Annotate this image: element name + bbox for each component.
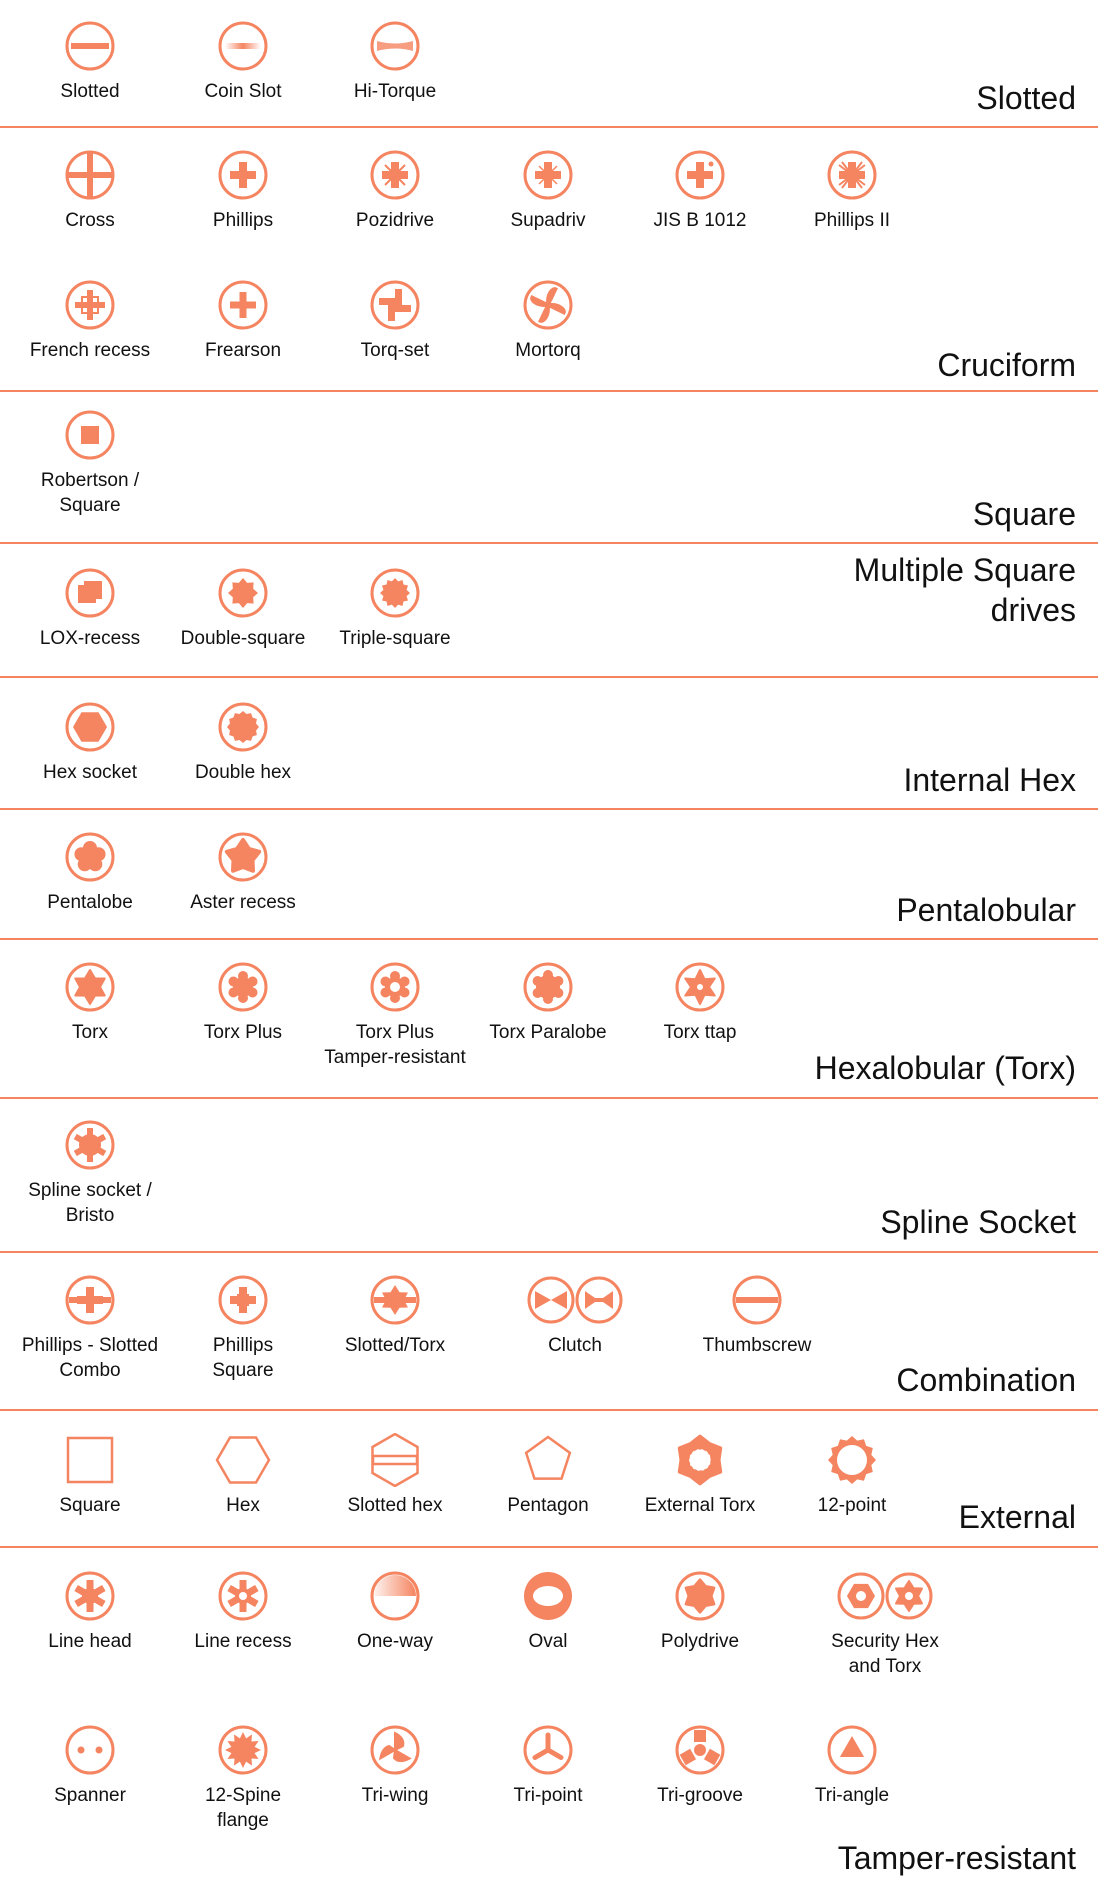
drive-type-item [168,700,318,785]
drive-type-label: Torq-set [360,340,430,361]
tri-groove-icon [625,1723,775,1777]
mortorq-icon [473,278,623,332]
slotted-torx-icon [320,1273,470,1327]
drive-type-item [682,1273,832,1358]
drive-type-item [473,278,623,363]
drive-type-item [625,1433,775,1518]
phillips-slotted-combo-icon [15,1273,165,1327]
drive-type-label: Slotted hex [347,1495,443,1516]
drive-type-label: Clutch [548,1335,602,1356]
drive-type-label: Tri-point [513,1785,583,1806]
lox-recess-icon [15,566,165,620]
security-hex-torx-icon [810,1569,960,1623]
drive-type-label: Hex [226,1495,260,1516]
hex-socket-icon [15,700,165,754]
drive-type-label: Polydrive [660,1631,740,1652]
drive-type-label: Triple-square [339,628,451,649]
section-title: Spline Socket [880,1204,1076,1240]
section-divider [0,1409,1098,1411]
drive-type-label: 12-point [817,1495,887,1516]
drive-type-item [320,1433,470,1518]
drive-type-item [777,1723,927,1808]
double-hex-icon [168,700,318,754]
jis-icon [625,148,775,202]
drive-type-item [500,1273,650,1358]
drive-type-item [625,148,775,233]
tri-wing-icon [320,1723,470,1777]
double-square-icon [168,566,318,620]
pozidrive-icon [320,148,470,202]
drive-type-item [320,566,470,651]
drive-type-item [473,1723,623,1808]
drive-type-label: Aster recess [190,892,296,913]
drive-type-item [15,1723,165,1808]
drive-type-item [320,960,470,1070]
drive-type-label: One-way [356,1631,434,1652]
drive-type-label: Spline socket / Bristo [28,1180,152,1226]
drive-type-label: Pentagon [507,1495,589,1516]
drive-type-label: Line recess [194,1631,292,1652]
drive-type-item [168,960,318,1045]
section-divider [0,808,1098,810]
spline-socket-icon [15,1118,165,1172]
pentagon-icon [473,1433,623,1487]
phillips-icon [168,148,318,202]
polydrive-icon [625,1569,775,1623]
drive-type-item [15,1273,165,1383]
drive-type-label: Hi-Torque [353,81,437,102]
supadriv-icon [473,148,623,202]
section-title: Internal Hex [903,762,1076,798]
phillips-ii-icon [777,148,927,202]
torx-ttap-icon [625,960,775,1014]
section-title: Slotted [976,80,1076,116]
drive-type-item [168,1723,318,1833]
section-title: Pentalobular [896,892,1076,928]
drive-type-item [320,1723,470,1808]
section-divider [0,126,1098,128]
one-way-icon [320,1569,470,1623]
drive-type-item [15,830,165,915]
drive-type-label: Coin Slot [204,81,282,102]
line-recess-icon [168,1569,318,1623]
thumbscrew-icon [682,1273,832,1327]
drive-type-label: Thumbscrew [702,1335,812,1356]
drive-type-label: 12-Spine flange [204,1785,282,1831]
section-divider [0,390,1098,392]
drive-type-item [15,278,165,363]
drive-type-label: Torx [72,1022,108,1043]
section-title: External [958,1499,1076,1535]
torx-paralobe-icon [473,960,623,1014]
section-title: Hexalobular (Torx) [814,1050,1076,1086]
drive-type-item [320,1569,470,1654]
drive-type-item [625,1723,775,1808]
coin-slot-icon [168,19,318,73]
section-title: Tamper-resistant [837,1840,1076,1876]
tri-point-icon [473,1723,623,1777]
drive-type-item [168,19,318,104]
section-divider [0,1097,1098,1099]
drive-type-label: Torx Plus Tamper-resistant [324,1022,466,1068]
drive-type-label: Torx Paralobe [489,1022,607,1043]
drive-type-label: Torx Plus [203,1022,283,1043]
section-title: Multiple Square drives [853,552,1076,628]
section-divider [0,1546,1098,1548]
external-torx-icon [625,1433,775,1487]
section-title: Combination [896,1362,1076,1398]
twelve-spline-flange-icon [168,1723,318,1777]
drive-type-label: Spanner [54,1785,126,1806]
line-head-icon [15,1569,165,1623]
slotted-hex-icon [320,1433,470,1487]
triple-square-icon [320,566,470,620]
drive-type-item [15,960,165,1045]
drive-type-item [168,1569,318,1654]
drive-type-label: Tri-wing [361,1785,429,1806]
twelve-point-icon [777,1433,927,1487]
drive-type-label: French recess [29,340,151,361]
drive-type-label: Phillips II [813,210,891,231]
drive-type-item [320,19,470,104]
section-title: Cruciform [937,347,1076,383]
torx-icon [15,960,165,1014]
robertson-icon [15,408,165,462]
drive-type-label: Phillips Square [212,1335,274,1381]
drive-type-item [168,566,318,651]
section-divider [0,1251,1098,1253]
drive-type-label: Torx ttap [663,1022,737,1043]
section-title: Square [972,496,1076,532]
drive-type-label: Robertson / Square [40,470,140,516]
drive-type-label: Pentalobe [47,892,133,913]
drive-type-label: Oval [528,1631,568,1652]
section-divider [0,676,1098,678]
drive-type-item [15,700,165,785]
drive-type-item [168,830,318,915]
drive-type-item [168,1273,318,1383]
section-divider [0,938,1098,940]
phillips-square-icon [168,1273,318,1327]
drive-type-label: LOX-recess [39,628,141,649]
drive-type-label: Tri-angle [814,1785,890,1806]
drive-type-item [625,1569,775,1654]
section-divider [0,542,1098,544]
drive-type-label: Mortorq [515,340,581,361]
drive-type-item [15,1569,165,1654]
drive-type-item [473,148,623,233]
drive-type-item [777,148,927,233]
clutch-icon [500,1273,650,1327]
drive-type-label: JIS B 1012 [653,210,747,231]
drive-type-item [15,408,165,518]
external-square-icon [15,1433,165,1487]
drive-type-item [168,1433,318,1518]
drive-type-item [320,1273,470,1358]
torx-plus-icon [168,960,318,1014]
hi-torque-icon [320,19,470,73]
spanner-icon [15,1723,165,1777]
cross-icon [15,148,165,202]
drive-type-item [15,1118,165,1228]
drive-type-label: Double hex [194,762,292,783]
drive-type-label: Slotted [60,81,120,102]
external-hex-icon [168,1433,318,1487]
drive-type-label: Double-square [180,628,306,649]
aster-recess-icon [168,830,318,884]
drive-type-item [473,1433,623,1518]
frearson-icon [168,278,318,332]
drive-type-label: Phillips - Slotted Combo [21,1335,159,1381]
drive-type-item [777,1433,927,1518]
drive-type-item [15,19,165,104]
torx-plus-tr-icon [320,960,470,1014]
drive-type-label: Pozidrive [355,210,435,231]
torq-set-icon [320,278,470,332]
drive-type-item [473,1569,623,1654]
drive-type-item [320,278,470,363]
drive-type-item [320,148,470,233]
drive-type-label: Supadriv [510,210,586,231]
drive-type-item [625,960,775,1045]
drive-type-item [15,148,165,233]
drive-type-item [15,566,165,651]
slotted-icon [15,19,165,73]
drive-type-label: External Torx [644,1495,756,1516]
tri-angle-icon [777,1723,927,1777]
drive-type-item [168,278,318,363]
drive-type-item [15,1433,165,1518]
drive-type-label: Security Hex and Torx [831,1631,939,1677]
drive-type-item [168,148,318,233]
pentalobe-icon [15,830,165,884]
french-recess-icon [15,278,165,332]
drive-type-label: Phillips [212,210,274,231]
oval-icon [473,1569,623,1623]
drive-type-label: Hex socket [43,762,137,783]
drive-type-label: Square [59,1495,121,1516]
drive-type-label: Tri-groove [657,1785,743,1806]
drive-type-item [473,960,623,1045]
drive-type-label: Slotted/Torx [344,1335,446,1356]
drive-type-label: Line head [48,1631,132,1652]
drive-type-label: Frearson [204,340,282,361]
drive-type-label: Cross [65,210,115,231]
drive-type-item [810,1569,960,1679]
